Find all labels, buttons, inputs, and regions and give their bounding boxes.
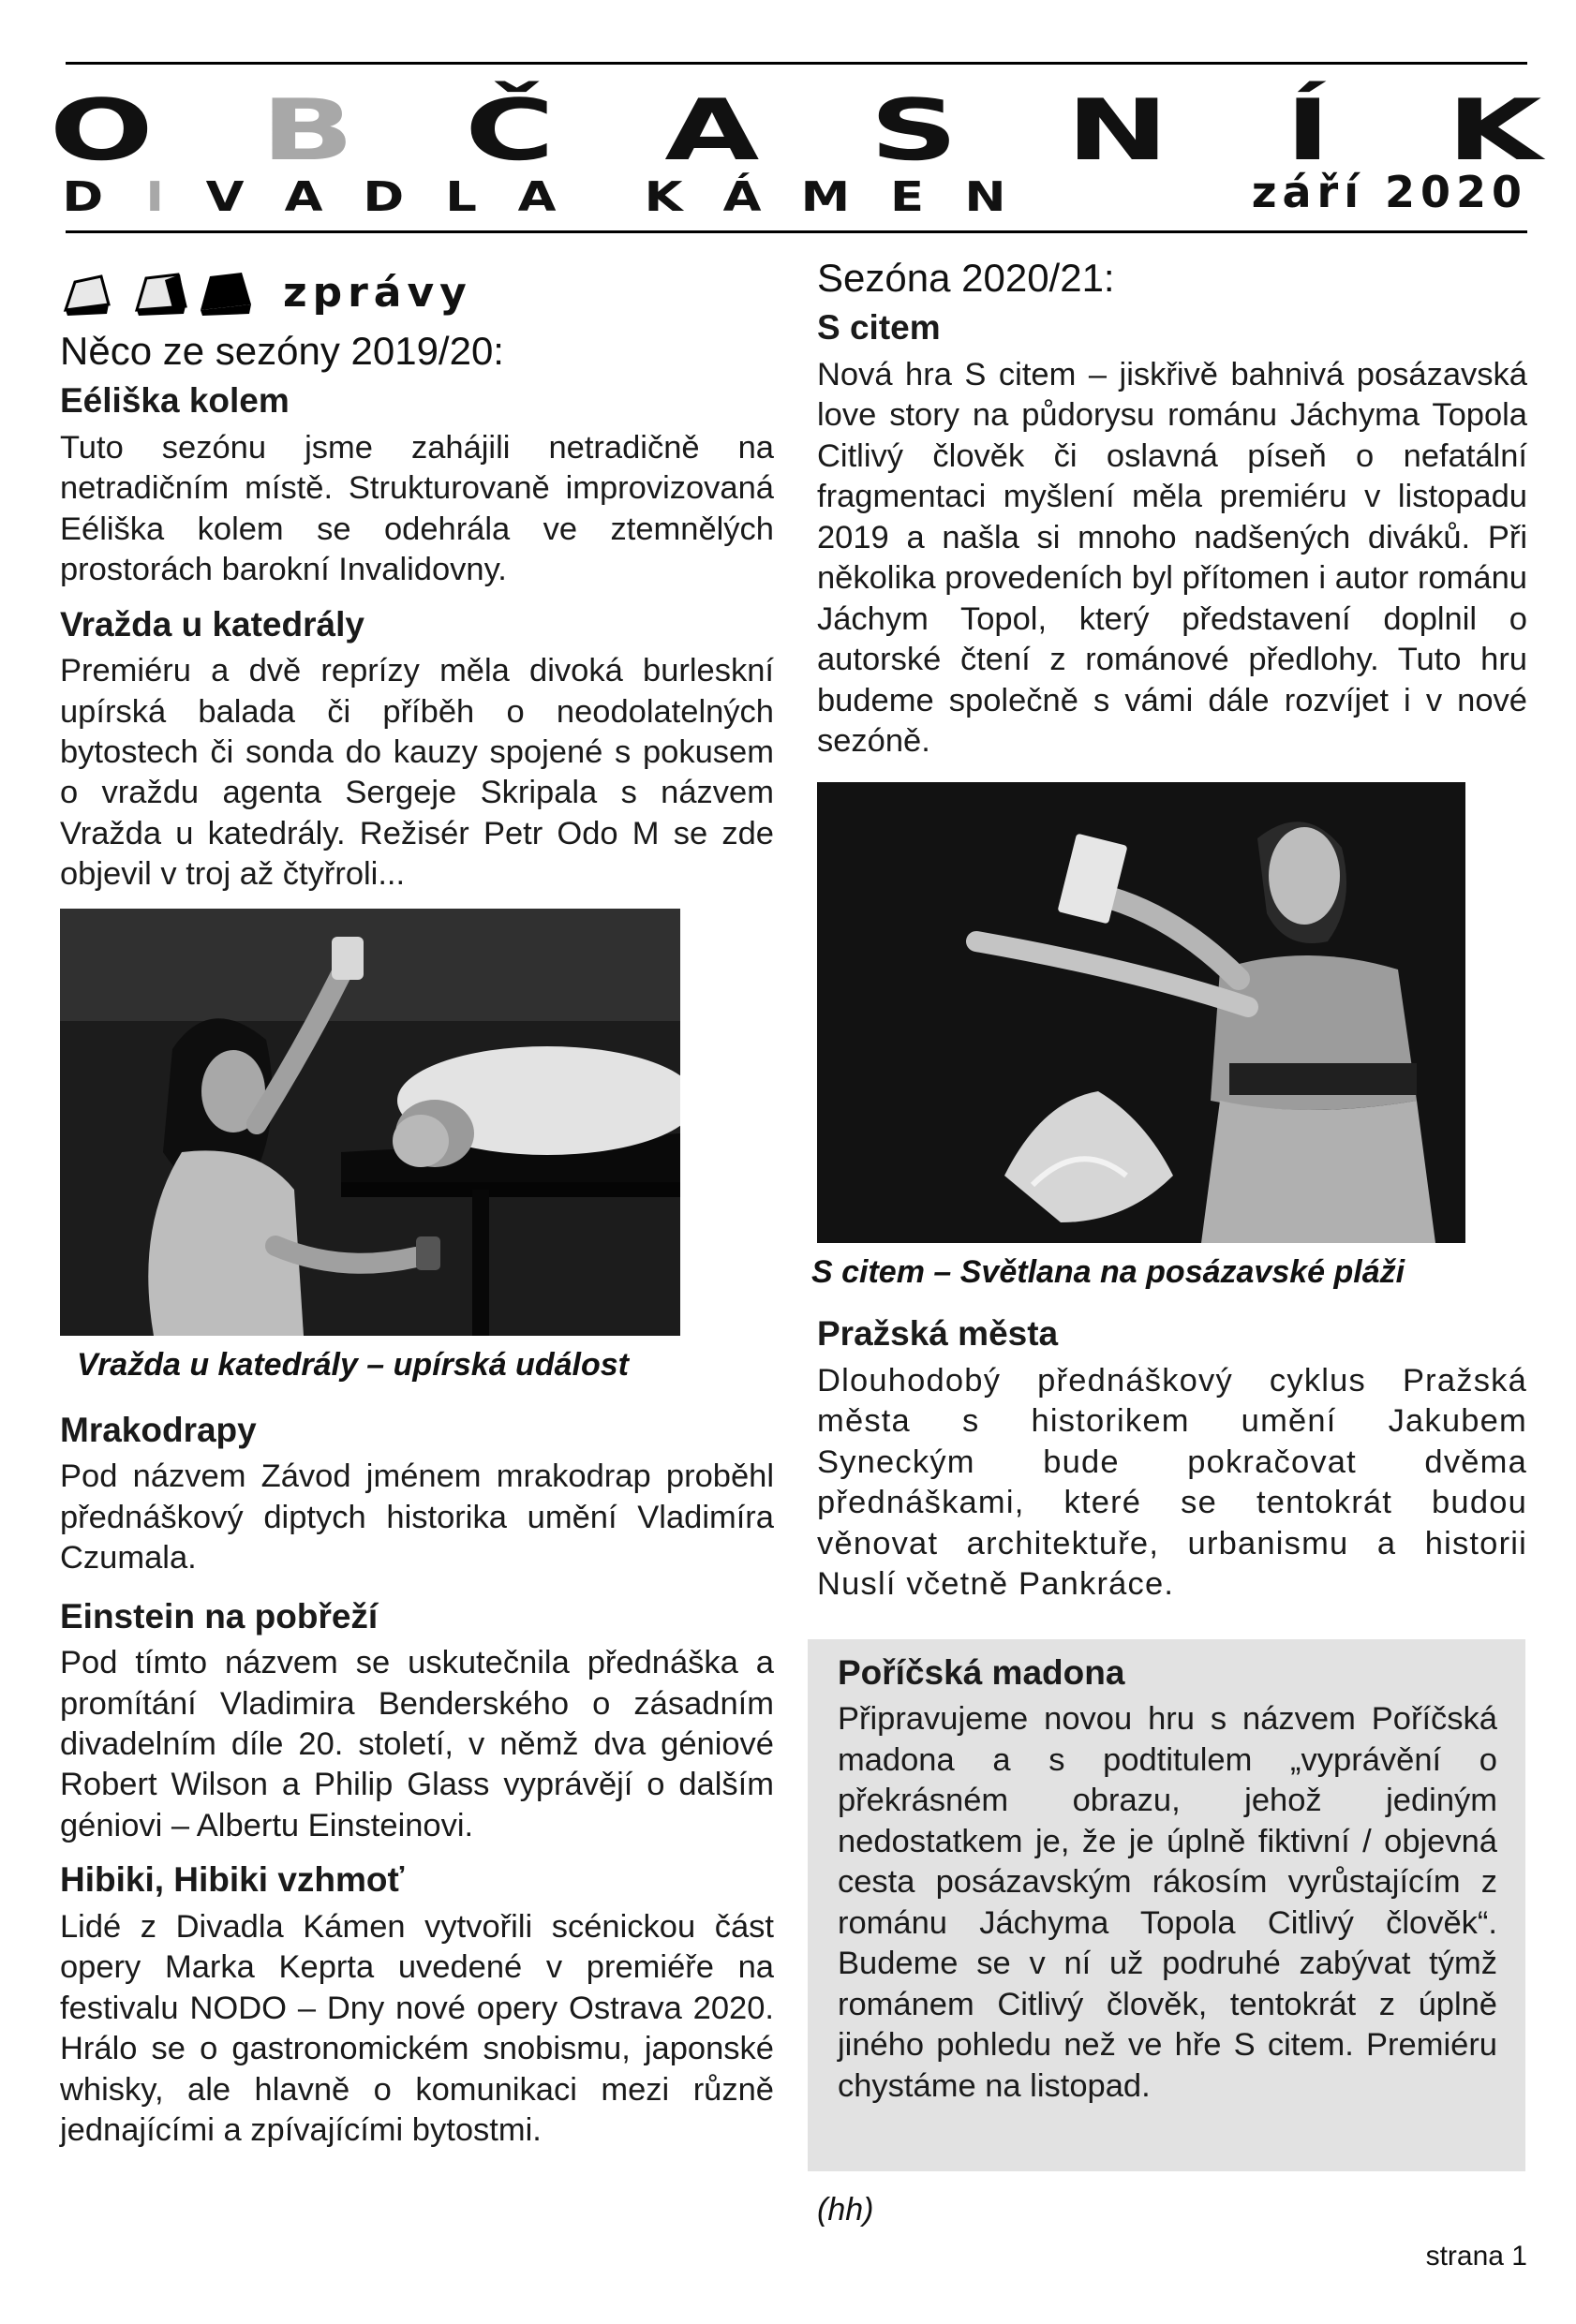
masthead-title <box>49 81 1542 180</box>
top-rule <box>66 62 1527 65</box>
photo-caption: Vražda u katedrály – upírská událost <box>77 1346 629 1383</box>
article-text: Lidé z Divadla Kámen vytvořili scénickou část opery Marka Keprta uvedené v premiéře na festivalu NODO – Dny nové opery Ostrava 2020. Hrálo se o gastronomickém snobismu, japonské whisky, ale hlavně o komunikaci mezi různě jednajícími a zpívajícími bytostmi. <box>60 1908 774 2149</box>
subtitle-letter: N <box>964 172 1006 221</box>
masthead-bottom-rule <box>66 230 1527 233</box>
issue-date: září 2020 <box>1251 167 1527 217</box>
article-text: Premiéru a dvě reprízy měla divoká burleskní upírská balada či příběh o neodolatelných bytostech či sonda do kauzy spojené s pokusem o vraždu agenta Sergeje Skripala s názvem Vražda u katedrály. Režisér Petr Odo M se zde objevil v troj až čtyřroli... <box>60 653 774 893</box>
masthead-letter: Í <box>1285 81 1331 180</box>
masthead-letter: O <box>49 81 154 180</box>
photo-illustration <box>60 909 680 1336</box>
section-title: Sezóna 2020/21: <box>817 256 1115 300</box>
season-column <box>811 255 1527 1619</box>
article-title: S citem <box>817 308 941 348</box>
subtitle-letter: L <box>445 172 477 221</box>
article-text: Tuto sezónu jsme zahájili netradičně na netradičním místě. Strukturovaně improvizovaná Eéliška kolem se odehrála ve ztemnělých prostorách barokní Invalidovny. <box>60 429 774 588</box>
masthead-letter: N <box>1066 81 1169 180</box>
subtitle-letter: I <box>145 172 164 221</box>
subtitle-letter: A <box>284 172 323 221</box>
article-title: Poříčská madona <box>838 1653 1125 1692</box>
subtitle-letter: A <box>517 172 557 221</box>
subtitle-letter: M <box>800 172 851 221</box>
article-title: Pražská města <box>817 1314 1059 1354</box>
section-title: Něco ze sezóny 2019/20: <box>60 329 504 373</box>
masthead-subtitle <box>62 170 1006 223</box>
subtitle-letter: E <box>889 172 924 221</box>
article-text: Připravujeme novou hru s názvem Poříčská madona a s podtitulem „vyprávění o překrásném obrazu, jehož jediným nedostatkem je, že je úplně fiktivní / objevná cesta posázavským rákosím vyrůstajícím z románu Jáchyma Topola Citlivý člověk“. Budeme se v ní už podruhé zabývat týmž románem Citlivý člověk, tentokrát z úplně jiného pohledu než ve hře S citem. Premiéru chystáme na listopad. <box>838 1701 1497 2104</box>
photo-vrazda <box>60 909 680 1336</box>
stone-blocks-icon <box>60 267 257 318</box>
photo-s-citem <box>817 782 1465 1243</box>
news-column <box>60 262 774 2165</box>
subtitle-letter: V <box>205 172 245 221</box>
masthead-letter: B <box>261 81 355 180</box>
masthead-letter: Č <box>465 81 555 180</box>
news-header <box>60 262 774 322</box>
featured-box <box>808 1639 1525 2171</box>
subtitle-letter: D <box>62 172 104 221</box>
article-text: Nová hra S citem – jiskřivě bahnivá posázavská love story na půdorysu románu Jáchyma Topola Citlivý člověk či oslavná píseň o nefatální fragmentaci myšlení měla premiéru v listopadu 2019 a našla si mnoho nadšených diváků. Při několika provedeních byl přítomen i autor románu Jáchym Topol, který představení doplnil o autorské čtení z románové předlohy. Tuto hru budeme společně s vámi dále rozvíjet i v nové sezóně. <box>817 356 1527 759</box>
masthead-letter: A <box>664 81 760 180</box>
news-label: zprávy <box>283 268 472 317</box>
article-text: Pod názvem Závod jménem mrakodrap proběhl přednáškový diptych historika umění Vladimíra Czumala. <box>60 1458 774 1576</box>
author-signature: (hh) <box>817 2192 874 2228</box>
article-title: Hibiki, Hibiki vzhmoť <box>60 1860 405 1900</box>
masthead-letter: S <box>870 81 959 180</box>
subtitle-letter: K <box>644 172 683 221</box>
article-title: Eéliška kolem <box>60 381 290 421</box>
subtitle-letter: Á <box>722 172 762 221</box>
article-title: Vražda u katedrály <box>60 604 364 644</box>
page-number: strana 1 <box>1425 2241 1527 2272</box>
masthead-letter: K <box>1447 81 1542 180</box>
article-text: Pod tímto názvem se uskutečnila přednáška a promítání Vladimira Benderského o zásadním divadelním díle 20. století, v němž dva géniové Robert Wilson a Philip Glass vyprávějí o dalším géniovi – Albertu Einsteinovi. <box>60 1645 774 1843</box>
photo-illustration <box>817 782 1465 1243</box>
article-title: Einstein na pobřeží <box>60 1596 379 1636</box>
article-text: Dlouhodobý přednáškový cyklus Pražská města s historikem umění Jakubem Syneckým bude pokračovat dvěma přednáškami, které se tentokrát budou věnovat architektuře, urbanismu a historii Nuslí včetně Pankráce. <box>817 1362 1527 1603</box>
article-title: Mrakodrapy <box>60 1410 257 1449</box>
photo-caption: S citem – Světlana na posázavské pláži <box>811 1254 1405 1291</box>
subtitle-letter: D <box>363 172 405 221</box>
